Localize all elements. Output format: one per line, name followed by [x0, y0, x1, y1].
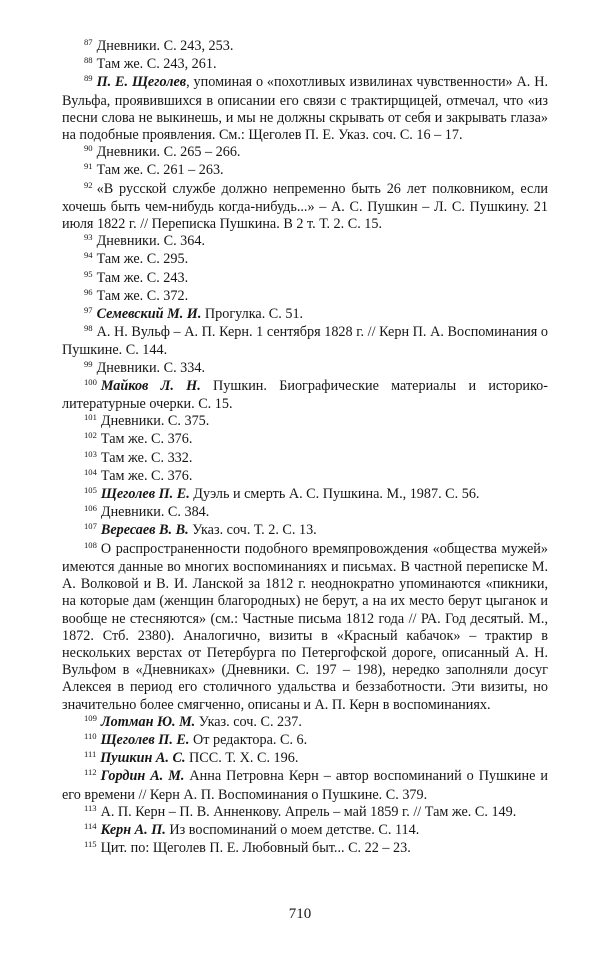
footnote-number: 100: [84, 376, 97, 387]
footnote-text: Указ. соч. С. 237.: [195, 713, 302, 730]
footnote-number: 107: [84, 521, 97, 532]
footnotes-block: [62, 38, 548, 858]
footnote: [62, 144, 548, 162]
footnote-text: Дневники. С. 265 – 266.: [96, 144, 241, 161]
footnote: [62, 804, 548, 822]
page-number: 710: [288, 906, 312, 922]
footnote-text: Там же. С. 243, 261.: [96, 56, 217, 73]
footnote-text: О распространенности подобного времяпровождения «общества мужей» имеются данные во многих воспоминаниях и письмах. В частной переписке М. А. Волковой и В. И. Ланской за 1812 г. неоднократно упоминаются «пикники, на которые дам (женщин благородных) не берут, а на их место берут цыганок и вообще не стесняются» (см.: Частные письма 1812 года // РА. Год десятый. М., 1872. Стб. 2380). Аналогично, визиты в «Красный кабачок» – трактир в нескольких верстах от Петербурга по Петергофской дороге, описанный А. Н. Вульфом в «Дневниках» (Дневники. С. 197 – 198), нередко заполняли досуг Алексея в период его столичного удальства и беззаботности. Эти визиты, но значительно более смягченно, описаны и А. П. Керн в воспоминаниях.: [62, 540, 548, 713]
footnote: [62, 74, 548, 144]
footnote-text: Там же. С. 261 – 263.: [96, 162, 224, 179]
footnote: [62, 251, 548, 269]
footnote-number: 95: [84, 268, 93, 279]
footnote: [62, 233, 548, 251]
footnote-number: 99: [84, 358, 93, 369]
footnote-text: От редактора. С. 6.: [189, 731, 308, 748]
footnote-text: Там же. С. 372.: [96, 287, 189, 304]
footnote-number: 101: [84, 412, 97, 423]
footnote: [62, 714, 548, 732]
footnote-number: 94: [84, 250, 93, 261]
footnote-text: Дневники. С. 334.: [96, 359, 206, 376]
footnote-text: А. Н. Вульф – А. П. Керн. 1 сентября 1828 г. // Керн П. А. Воспоминания о Пушкине. С. 144.: [62, 324, 548, 359]
footnote: [62, 38, 548, 56]
footnote: [62, 56, 548, 74]
footnote-text: Там же. С. 243.: [96, 269, 189, 286]
footnote-number: 87: [84, 37, 93, 47]
footnote-text: ПСС. Т. X. С. 196.: [185, 750, 299, 767]
footnote-number: 110: [84, 730, 97, 741]
footnote-author: Керн А. П.: [100, 821, 166, 838]
footnote-number: 111: [84, 749, 97, 760]
footnote-author: Гордин А. М.: [100, 768, 185, 785]
footnote-text: Там же. С. 295.: [96, 251, 189, 268]
footnote-text: Пушкин. Биографические материалы и историко-литературные очерки. С. 15.: [62, 377, 548, 413]
footnote-number: 98: [84, 323, 93, 334]
footnote-author: Щеголев П. Е.: [100, 731, 190, 748]
footnote-author: Семевский М. И.: [96, 306, 202, 323]
footnote-number: 113: [84, 802, 97, 813]
footnote: [62, 486, 548, 504]
footnote: [62, 181, 548, 234]
footnote-text: Там же. С. 332.: [100, 449, 193, 466]
footnote-author: Пушкин А. С.: [100, 750, 186, 767]
footnote-text: «В русской службе должно непременно быть 26 лет полковником, если хочешь быть чем-нибудь когда-нибудь...» – А. С. Пушкин – Л. С. Пушкину. 21 июля 1822 г. // Переписка Пушкина. В 2 т. Т. 2. С. 15.: [62, 180, 548, 233]
footnote-text: Цит. по: Щеголев П. Е. Любовный быт... С. 22 – 23.: [100, 840, 411, 857]
footnote: [62, 360, 548, 378]
footnote-text: Дневники. С. 375.: [100, 413, 210, 430]
footnote-text: Указ. соч. Т. 2. С. 13.: [188, 522, 317, 539]
footnote: [62, 324, 548, 359]
footnote: [62, 431, 548, 449]
footnote-number: 104: [84, 466, 97, 477]
footnote-number: 91: [84, 161, 93, 172]
footnote-number: 109: [84, 712, 97, 723]
footnote-number: 90: [84, 143, 93, 154]
footnote-text: А. П. Керн – П. В. Анненкову. Апрель – май 1859 г. // Там же. С. 149.: [100, 803, 517, 820]
footnote: [62, 288, 548, 306]
footnote-author: Щеголев П. Е.: [100, 486, 190, 503]
footnote: [62, 822, 548, 840]
footnote: [62, 270, 548, 288]
footnote-number: 105: [84, 485, 97, 496]
footnote-number: 93: [84, 232, 93, 243]
footnote-number: 106: [84, 503, 97, 514]
footnote-author: Майков Л. Н.: [100, 377, 201, 394]
footnote-number: 103: [84, 448, 97, 459]
footnote: [62, 306, 548, 324]
footnote-text: Дневники. С. 384.: [100, 504, 210, 521]
footnote-text: Дневники. С. 243, 253.: [96, 38, 234, 54]
footnote-number: 108: [84, 539, 97, 550]
footnote: [62, 450, 548, 468]
footnote-number: 112: [84, 767, 97, 778]
footnote: [62, 768, 548, 803]
footnote-text: Анна Петровна Керн – автор воспоминаний о Пушкине и его времени // Керн А. П. Воспоминания о Пушкине. С. 379.: [62, 768, 549, 803]
footnote-author: Лотман Ю. М.: [100, 713, 196, 730]
footnote-number: 97: [84, 305, 93, 316]
footnote: [62, 541, 548, 714]
footnote: [62, 468, 548, 486]
footnote-number: 96: [84, 286, 93, 297]
footnote-text: Из воспоминаний о моем детстве. С. 114.: [165, 821, 420, 838]
footnote: [62, 378, 548, 413]
footnote-number: 88: [84, 55, 93, 66]
footnote-text: Дуэль и смерть А. С. Пушкина. М., 1987. С. 56.: [189, 486, 480, 503]
footnote-author: П. Е. Щеголев: [96, 74, 187, 91]
footnote-author: Вересаев В. В.: [100, 522, 189, 539]
footnote: [62, 162, 548, 180]
footnote: [62, 840, 548, 858]
footnote-text: Прогулка. С. 51.: [201, 306, 304, 323]
footnote: [62, 413, 548, 431]
footnote-number: 92: [84, 179, 93, 190]
footnote-number: 114: [84, 820, 97, 831]
footnote-number: 102: [84, 430, 97, 441]
footnote-number: 115: [84, 839, 97, 850]
footnote: [62, 522, 548, 540]
footnote: [62, 750, 548, 768]
footnote: [62, 732, 548, 750]
footnote-text: Дневники. С. 364.: [96, 233, 206, 250]
footnote-text: Там же. С. 376.: [100, 431, 193, 448]
footnote: [62, 504, 548, 522]
footnote-text: Там же. С. 376.: [100, 467, 193, 484]
footnote-text: , упоминая о «похотливых извилинах чувственности» А. Н. Вульфа, проявившихся в описании его связи с трактирщицей, отмечал, что «из песни слова не выкинешь, и мы не должны скрывать от себя и закрывать глаза» на подобные проявления. См.: Щеголев П. Е. Указ. соч. С. 16 – 17.: [62, 74, 548, 144]
footnote-number: 89: [84, 73, 93, 84]
